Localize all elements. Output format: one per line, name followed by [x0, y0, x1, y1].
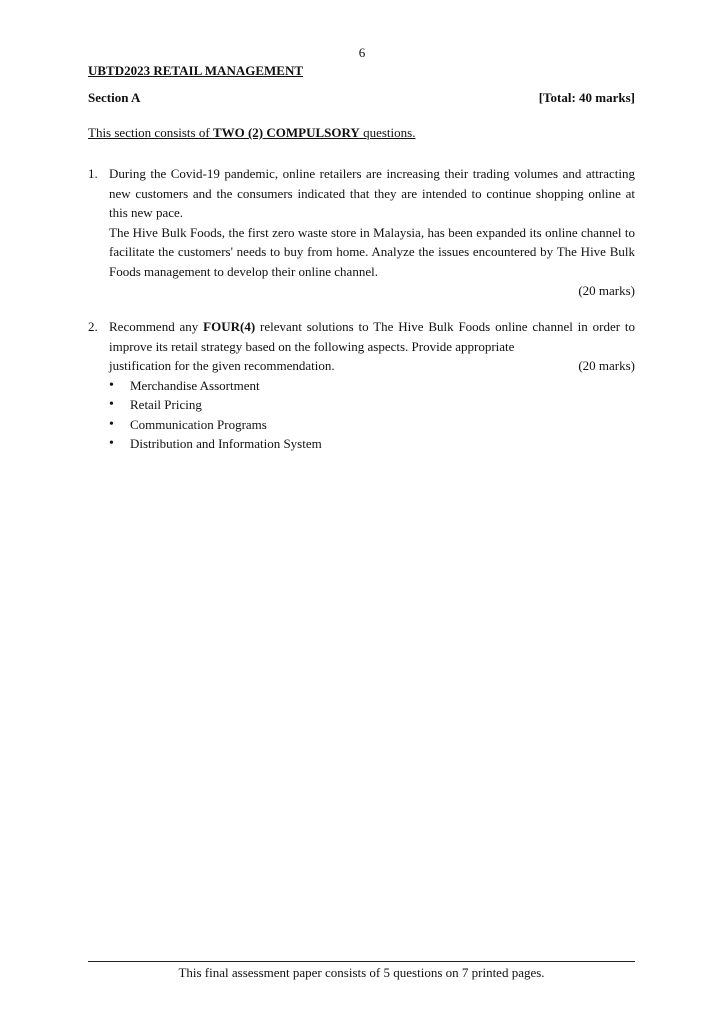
question-1	[88, 164, 635, 301]
aspect-list	[109, 376, 635, 454]
section-header	[88, 88, 635, 108]
question-body	[109, 317, 635, 454]
bullet-icon: •	[109, 397, 114, 412]
question-2-justification: justification for the given recommendation.	[109, 358, 335, 373]
page-number: 6	[358, 45, 366, 60]
question-2-text-after: relevant solutions to The Hive Bulk Foods online channel in order to improve its retail strategy based on the following aspects. Provide appropriate	[109, 319, 635, 354]
aspect-label: Merchandise Assortment	[130, 377, 260, 393]
question-2-marks: (20 marks)	[578, 358, 635, 373]
question-2-emphasis: FOUR(4)	[203, 319, 256, 334]
bullet-icon: •	[109, 416, 114, 432]
instruction-prefix: This section consists of	[88, 125, 213, 140]
footer-divider	[88, 961, 635, 962]
question-1-task: The Hive Bulk Foods, the first zero waste store in Malaysia, has been expanded its online channel to facilitate the customers' needs to buy from home. Analyze the issues encountered by The Hive Bulk Foods management to develop their online channel.	[109, 224, 635, 279]
question-2-last-line	[109, 356, 635, 376]
course-title: UBTD2023 RETAIL MANAGEMENT	[88, 63, 304, 78]
bullet-icon: •	[109, 436, 114, 451]
instruction-type: COMPULSORY	[266, 125, 360, 140]
bullet-icon: •	[109, 377, 114, 393]
question-number: 2.	[88, 319, 98, 334]
question-2-task	[109, 317, 635, 356]
instruction-suffix: questions.	[359, 125, 416, 140]
aspect-label: Communication Programs	[130, 416, 267, 432]
aspect-label: Retail Pricing	[130, 397, 202, 412]
question-2-text-before: Recommend any	[109, 319, 204, 334]
question-1-marks: (20 marks)	[578, 283, 635, 298]
list-item	[109, 376, 635, 396]
aspect-label: Distribution and Information System	[130, 436, 322, 451]
instruction-count: TWO (2)	[212, 125, 264, 140]
section-instruction	[88, 123, 415, 143]
question-1-context: During the Covid-19 pandemic, online retailers are increasing their trading volumes and attracting new customers and the consumers indicated that they are intended to continue shopping online at this new pace.	[109, 166, 635, 220]
section-total-marks: [Total: 40 marks]	[538, 90, 635, 105]
footer-note: This final assessment paper consists of 5 questions on 7 printed pages.	[178, 965, 545, 980]
question-number: 1.	[88, 166, 98, 181]
question-body	[109, 164, 635, 301]
question-2	[88, 317, 635, 454]
list-item	[109, 434, 635, 454]
section-label: Section A	[88, 90, 141, 105]
list-item	[109, 395, 635, 415]
list-item	[109, 415, 635, 435]
